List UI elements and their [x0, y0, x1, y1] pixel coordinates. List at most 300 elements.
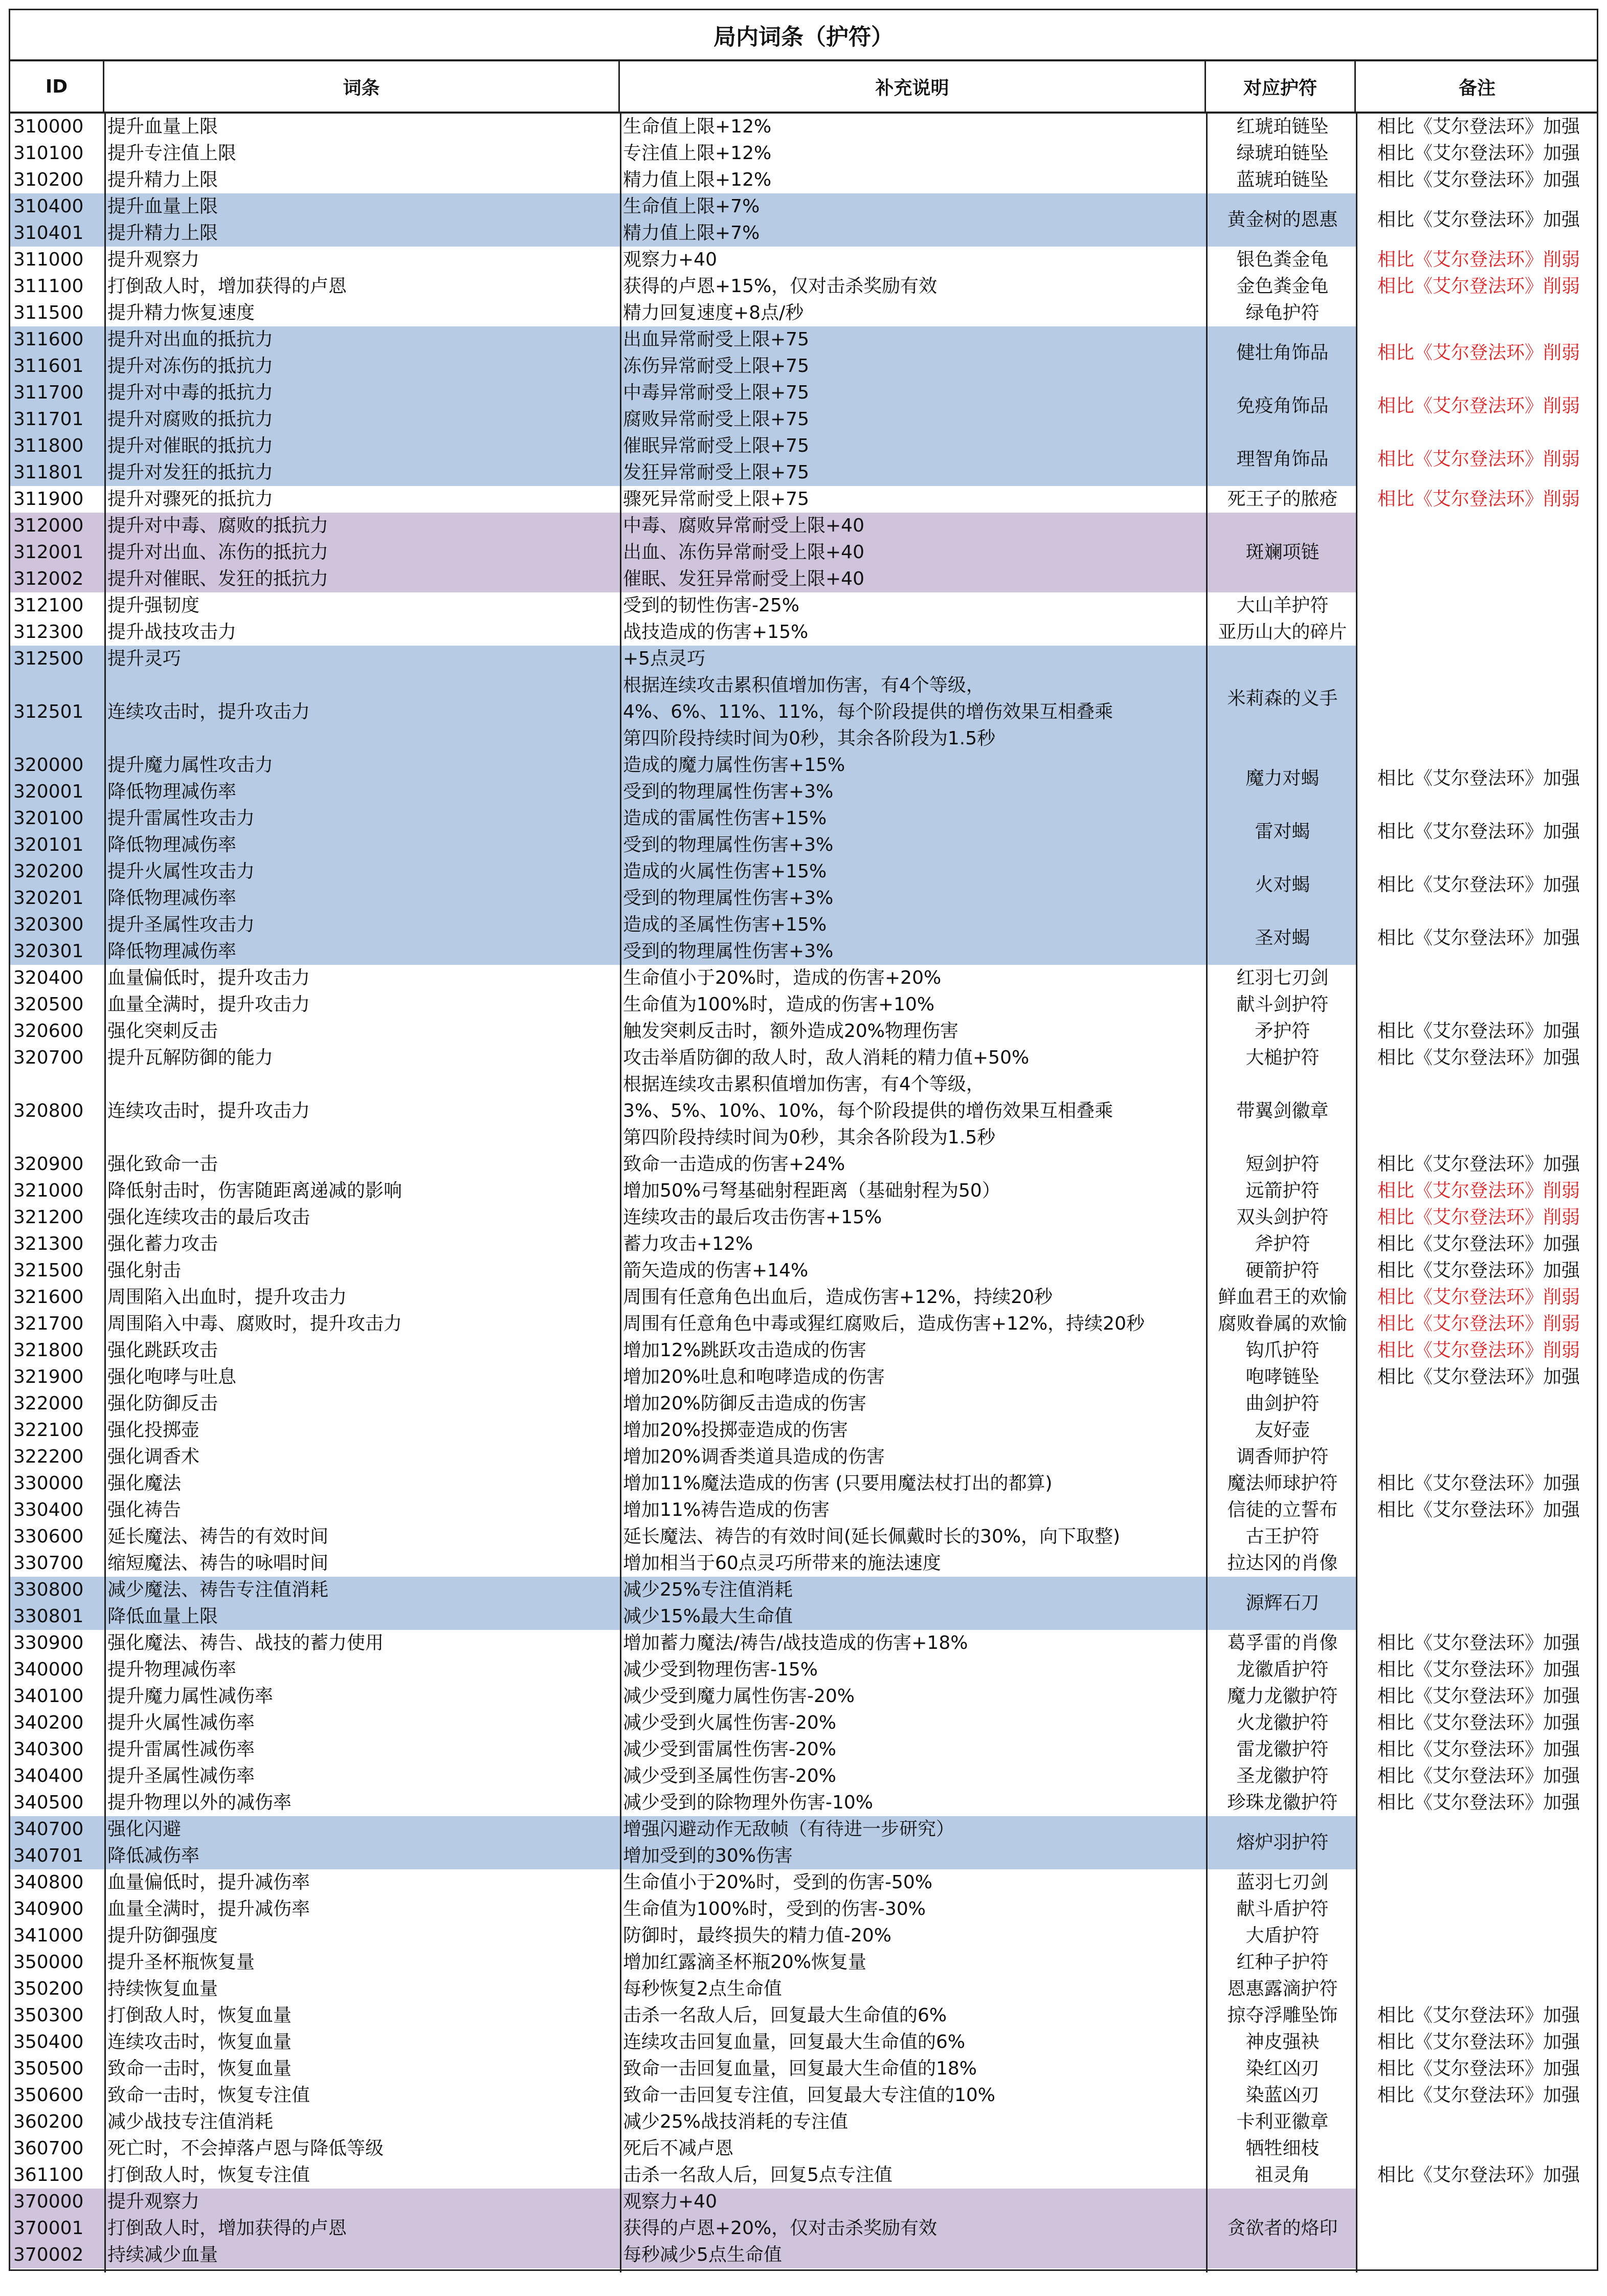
spreadsheet: [9, 9, 1598, 2271]
row-id: 311600: [13, 329, 84, 350]
row-id: 321000: [13, 1180, 84, 1201]
row-term: 提升对出血、冻伤的抵抗力: [107, 542, 329, 563]
amulet-remark: [1357, 592, 1600, 619]
row-term: 提升魔力属性攻击力: [107, 755, 274, 776]
row-term: 血量全满时，提升减伤率: [107, 1898, 310, 1919]
row-term: 降低减伤率: [107, 1845, 200, 1866]
row-id: 320301: [13, 941, 84, 962]
row-id: 321200: [13, 1207, 84, 1228]
row-id: 310100: [13, 143, 84, 164]
row-note: 减少受到圣属性伤害-20%: [623, 1765, 837, 1786]
amulet-remark: [1357, 1577, 1600, 1630]
row-id: 311601: [13, 356, 84, 377]
row-note: 中毒、腐败异常耐受上限+40: [623, 515, 864, 536]
row-id: 312000: [13, 515, 84, 536]
row-term: 提升魔力属性减伤率: [107, 1686, 274, 1707]
amulet-remark: 相比《艾尔登法环》加强: [1377, 1233, 1580, 1254]
row-note: 获得的卢恩+15%，仅对击杀奖励有效: [623, 276, 938, 297]
amulet-remark: 相比《艾尔登法环》加强: [1377, 143, 1580, 164]
amulet-name: 染蓝凶刃: [1245, 2085, 1320, 2106]
row-term: 强化调香术: [107, 1446, 200, 1467]
row-id: 340800: [13, 1872, 84, 1893]
row-term: 强化魔法: [107, 1473, 182, 1494]
amulet-name: 咆哮链坠: [1245, 1366, 1320, 1387]
row-term: 提升火属性减伤率: [107, 1712, 255, 1733]
amulet-remark: [1357, 1417, 1600, 1444]
row-id: 311701: [13, 409, 84, 430]
amulet-name: 雷对蝎: [1255, 821, 1310, 842]
row-note: 观察力+40: [623, 2191, 717, 2212]
amulet-remark: 相比《艾尔登法环》削弱: [1377, 1313, 1580, 1334]
row-id: 350200: [13, 1978, 84, 1999]
amulet-remark: [1357, 300, 1600, 326]
row-term: 提升瓦解防御的能力: [107, 1047, 274, 1068]
amulet-name: 牺牲细枝: [1245, 2138, 1320, 2159]
row-note: 生命值为100%时，受到的伤害-30%: [623, 1898, 926, 1919]
amulet-name: 源辉石刀: [1245, 1593, 1320, 1614]
row-id: 340500: [13, 1792, 84, 1813]
amulet-name: 健壮角饰品: [1236, 342, 1329, 363]
amulet-remark: 相比《艾尔登法环》削弱: [1377, 489, 1580, 510]
row-id: 320000: [13, 755, 84, 776]
row-note: 周围有任意角色出血后，造成伤害+12%，持续20秒: [623, 1287, 1053, 1308]
amulet-name: 绿琥珀链坠: [1236, 143, 1329, 164]
row-note: 4%、6%、11%、11%，每个阶段提供的增伤效果互相叠乘: [623, 701, 1113, 722]
row-note: 受到的物理属性伤害+3%: [623, 888, 834, 909]
row-id: 322100: [13, 1420, 84, 1441]
row-id: [13, 672, 105, 699]
row-note: 发狂异常耐受上限+75: [623, 462, 809, 483]
row-note: 精力回复速度+8点/秒: [623, 302, 804, 323]
amulet-remark: 相比《艾尔登法环》削弱: [1377, 1340, 1580, 1361]
row-note: 减少受到魔力属性伤害-20%: [623, 1686, 855, 1707]
row-id: 361100: [13, 2165, 84, 2185]
amulet-name: 献斗盾护符: [1236, 1898, 1329, 1919]
amulet-name: 献斗剑护符: [1236, 994, 1329, 1015]
row-id: 311000: [13, 249, 84, 270]
row-id: 370000: [13, 2191, 84, 2212]
row-id: 330000: [13, 1473, 84, 1494]
row-term: 致命一击时，恢复血量: [107, 2058, 292, 2079]
amulet-name: 拉达冈的肖像: [1227, 1553, 1338, 1574]
amulet-name: 短剑护符: [1245, 1154, 1320, 1175]
row-note: 获得的卢恩+20%，仅对击杀奖励有效: [623, 2218, 938, 2239]
amulet-remark: 相比《艾尔登法环》削弱: [1377, 449, 1580, 470]
row-term: 提升圣属性减伤率: [107, 1765, 255, 1786]
row-term: 强化突刺反击: [107, 1021, 218, 1042]
row-id: 321700: [13, 1313, 84, 1334]
amulet-remark: 相比《艾尔登法环》加强: [1377, 821, 1580, 842]
amulet-name: 远箭护符: [1245, 1180, 1320, 1201]
amulet-name: 贪欲者的烙印: [1227, 2218, 1338, 2239]
amulet-remark: 相比《艾尔登法环》削弱: [1377, 342, 1580, 363]
amulet-name: 矛护符: [1255, 1021, 1310, 1042]
row-note: 减少25%专注值消耗: [623, 1579, 793, 1600]
amulet-name: 斑斓项链: [1245, 542, 1320, 563]
amulet-remark: 相比《艾尔登法环》削弱: [1377, 276, 1580, 297]
amulet-name: 友好壶: [1255, 1420, 1310, 1441]
row-id: 340000: [13, 1659, 84, 1680]
row-id: [13, 725, 105, 752]
row-term: 连续攻击时，提升攻击力: [107, 1100, 310, 1121]
row-note: 造成的魔力属性伤害+15%: [623, 755, 845, 776]
row-term: 提升物理以外的减伤率: [107, 1792, 292, 1813]
row-note: 生命值上限+12%: [623, 116, 772, 137]
amulet-remark: 相比《艾尔登法环》削弱: [1377, 1287, 1580, 1308]
row-term: 提升防御强度: [107, 1925, 218, 1946]
row-id: 370002: [13, 2244, 84, 2265]
row-note: 第四阶段持续时间为0秒，其余各阶段为1.5秒: [623, 728, 996, 749]
amulet-name: 蓝琥珀链坠: [1236, 169, 1329, 190]
row-term: 减少魔法、祷告专注值消耗: [107, 1579, 329, 1600]
amulet-name: 珍珠龙徽护符: [1227, 1792, 1338, 1813]
amulet-name: 死王子的脓疮: [1227, 489, 1338, 510]
amulet-name: 调香师护符: [1236, 1446, 1329, 1467]
row-id: 320500: [13, 994, 84, 1015]
row-id: 350400: [13, 2032, 84, 2052]
row-note: 减少受到雷属性伤害-20%: [623, 1739, 837, 1760]
row-id: 340701: [13, 1845, 84, 1866]
amulet-name: 硬箭护符: [1245, 1260, 1320, 1281]
row-note: 造成的圣属性伤害+15%: [623, 914, 827, 935]
row-id: 330600: [13, 1526, 84, 1547]
row-term: [107, 1124, 614, 1151]
row-note: 延长魔法、祷告的有效时间(延长佩戴时长的30%，向下取整): [623, 1526, 1121, 1547]
row-term: 提升观察力: [107, 249, 200, 270]
row-note: 受到的物理属性伤害+3%: [623, 781, 834, 802]
row-note: 专注值上限+12%: [623, 143, 772, 164]
row-id: 320600: [13, 1021, 84, 1042]
row-id: 312501: [13, 701, 84, 722]
row-id: 321800: [13, 1340, 84, 1361]
row-id: 320201: [13, 888, 84, 909]
row-id: 311700: [13, 382, 84, 403]
row-id: 311801: [13, 462, 84, 483]
row-note: 骤死异常耐受上限+75: [623, 489, 809, 510]
row-id: 311900: [13, 489, 84, 510]
row-term: 提升血量上限: [107, 196, 218, 217]
amulet-name: 熔炉羽护符: [1236, 1832, 1329, 1853]
row-id: 320700: [13, 1047, 84, 1068]
row-note: 观察力+40: [623, 249, 717, 270]
row-term: 提升对出血的抵抗力: [107, 329, 274, 350]
amulet-name: 掠夺浮雕坠饰: [1227, 2005, 1338, 2026]
row-note: 连续攻击回复血量，回复最大生命值的6%: [623, 2032, 966, 2052]
row-term: 提升对发狂的抵抗力: [107, 462, 274, 483]
row-id: 340400: [13, 1765, 84, 1786]
row-term: 减少战技专注值消耗: [107, 2111, 274, 2132]
row-term: 延长魔法、祷告的有效时间: [107, 1526, 329, 1547]
row-term: 提升圣属性攻击力: [107, 914, 255, 935]
row-term: 强化致命一击: [107, 1154, 218, 1175]
row-id: 320100: [13, 808, 84, 829]
column-divider: [1206, 114, 1208, 2272]
row-term: 降低物理减伤率: [107, 888, 237, 909]
row-id: 310000: [13, 116, 84, 137]
row-id: [13, 1071, 105, 1098]
row-term: 提升对冻伤的抵抗力: [107, 356, 274, 377]
row-id: 321300: [13, 1233, 84, 1254]
row-term: 强化闪避: [107, 1819, 182, 1840]
amulet-name: 鲜血君王的欢愉: [1218, 1287, 1347, 1308]
row-term: 打倒敌人时，恢复血量: [107, 2005, 292, 2026]
amulet-remark: 相比《艾尔登法环》加强: [1377, 1686, 1580, 1707]
amulet-remark: [1357, 1550, 1600, 1577]
row-note: 连续攻击的最后攻击伤害+15%: [623, 1207, 882, 1228]
row-term: 强化咆哮与吐息: [107, 1366, 237, 1387]
row-note: 出血异常耐受上限+75: [623, 329, 809, 350]
amulet-name: 金色粪金龟: [1236, 276, 1329, 297]
row-id: 320200: [13, 861, 84, 882]
amulet-name: 祖灵角: [1255, 2165, 1310, 2185]
amulet-name: 大山羊护符: [1236, 595, 1329, 616]
row-note: 击杀一名敌人后，回复最大生命值的6%: [623, 2005, 947, 2026]
amulet-remark: 相比《艾尔登法环》加强: [1377, 2058, 1580, 2079]
row-note: 增加50%弓弩基础射程距离（基础射程为50）: [623, 1180, 1000, 1201]
row-id: 340100: [13, 1686, 84, 1707]
row-term: 提升精力恢复速度: [107, 302, 255, 323]
row-term: 提升雷属性攻击力: [107, 808, 255, 829]
row-note: 蓄力攻击+12%: [623, 1233, 753, 1254]
row-term: 持续减少血量: [107, 2244, 218, 2265]
row-id: 321900: [13, 1366, 84, 1387]
row-id: 330801: [13, 1606, 84, 1627]
row-term: 提升对腐败的抵抗力: [107, 409, 274, 430]
row-id: 350500: [13, 2058, 84, 2079]
row-id: 340300: [13, 1739, 84, 1760]
amulet-remark: [1357, 1896, 1600, 1923]
row-id: 320800: [13, 1100, 84, 1121]
row-note: 致命一击回复专注值，回复最大专注值的10%: [623, 2085, 996, 2106]
header-note: 补充说明: [620, 61, 1206, 112]
amulet-remark: [1357, 619, 1600, 646]
row-note: 增加20%防御反击造成的伤害: [623, 1393, 867, 1414]
amulet-remark: 相比《艾尔登法环》加强: [1377, 209, 1580, 230]
amulet-name: 恩惠露滴护符: [1227, 1978, 1338, 1999]
amulet-remark: [1357, 1444, 1600, 1470]
amulet-remark: 相比《艾尔登法环》削弱: [1377, 249, 1580, 270]
row-term: 提升圣杯瓶恢复量: [107, 1952, 255, 1973]
amulet-name: 卡利亚徽章: [1236, 2111, 1329, 2132]
amulet-name: 古王护符: [1245, 1526, 1320, 1547]
row-note: 根据连续攻击累积值增加伤害，有4个等级，: [623, 675, 985, 696]
amulet-remark: [1357, 2109, 1600, 2135]
row-id: 310401: [13, 223, 84, 244]
row-id: 330800: [13, 1579, 84, 1600]
amulet-name: 魔力龙徽护符: [1227, 1686, 1338, 1707]
row-term: 提升物理减伤率: [107, 1659, 237, 1680]
row-term: [107, 725, 614, 752]
row-id: 330400: [13, 1499, 84, 1520]
row-note: 防御时，最终损失的精力值-20%: [623, 1925, 892, 1946]
amulet-name: 大盾护符: [1245, 1925, 1320, 1946]
row-note: 3%、5%、10%、10%，每个阶段提供的增伤效果互相叠乘: [623, 1100, 1113, 1121]
row-term: 血量全满时，提升攻击力: [107, 994, 310, 1015]
amulet-remark: [1357, 1816, 1600, 1869]
amulet-remark: [1357, 1869, 1600, 1896]
row-note: 根据连续攻击累积值增加伤害，有4个等级，: [623, 1074, 985, 1095]
amulet-remark: 相比《艾尔登法环》加强: [1377, 116, 1580, 137]
row-id: 350300: [13, 2005, 84, 2026]
row-note: 死后不减卢恩: [623, 2138, 734, 2159]
row-note: 生命值小于20%时，造成的伤害+20%: [623, 967, 942, 988]
row-note: 箭矢造成的伤害+14%: [623, 1260, 809, 1281]
row-id: 320900: [13, 1154, 84, 1175]
row-term: 死亡时，不会掉落卢恩与降低等级: [107, 2138, 384, 2159]
row-term: 提升对中毒、腐败的抵抗力: [107, 515, 329, 536]
amulet-name: 雷龙徽护符: [1236, 1739, 1329, 1760]
row-term: 周围陷入出血时，提升攻击力: [107, 1287, 347, 1308]
row-id: 360700: [13, 2138, 84, 2159]
row-id: 310400: [13, 196, 84, 217]
row-term: 强化祷告: [107, 1499, 182, 1520]
row-note: 催眠、发狂异常耐受上限+40: [623, 568, 864, 589]
amulet-remark: [1357, 513, 1600, 592]
row-term: 提升专注值上限: [107, 143, 237, 164]
row-id: 311500: [13, 302, 84, 323]
row-term: 降低血量上限: [107, 1606, 218, 1627]
row-term: 连续攻击时，提升攻击力: [107, 701, 310, 722]
row-term: 打倒敌人时，恢复专注值: [107, 2165, 310, 2185]
amulet-name: 红羽七刃剑: [1236, 967, 1329, 988]
row-id: 340900: [13, 1898, 84, 1919]
row-term: 持续恢复血量: [107, 1978, 218, 1999]
row-id: 312300: [13, 622, 84, 643]
amulet-name: 龙徽盾护符: [1236, 1659, 1329, 1680]
amulet-name: 理智角饰品: [1236, 449, 1329, 470]
header-term: 词条: [104, 61, 620, 112]
row-note: 致命一击回复血量，回复最大生命值的18%: [623, 2058, 977, 2079]
row-term: [107, 672, 614, 699]
row-term: 提升对中毒的抵抗力: [107, 382, 274, 403]
amulet-name: 红琥珀链坠: [1236, 116, 1329, 137]
amulet-remark: 相比《艾尔登法环》加强: [1377, 1154, 1580, 1175]
amulet-remark: 相比《艾尔登法环》加强: [1377, 1632, 1580, 1653]
row-term: 提升精力上限: [107, 169, 218, 190]
row-note: 攻击举盾防御的敌人时，敌人消耗的精力值+50%: [623, 1047, 1030, 1068]
amulet-remark: [1357, 965, 1600, 991]
amulet-remark: 相比《艾尔登法环》加强: [1377, 169, 1580, 190]
row-term: 血量偏低时，提升攻击力: [107, 967, 310, 988]
amulet-remark: [1357, 1071, 1600, 1151]
amulet-name: 曲剑护符: [1245, 1393, 1320, 1414]
amulet-remark: 相比《艾尔登法环》加强: [1377, 1499, 1580, 1520]
amulet-name: 斧护符: [1255, 1233, 1310, 1254]
row-note: 增加受到的30%伤害: [623, 1845, 793, 1866]
row-note: 受到的物理属性伤害+3%: [623, 834, 834, 855]
amulet-remark: 相比《艾尔登法环》削弱: [1377, 1207, 1580, 1228]
row-note: 受到的物理属性伤害+3%: [623, 941, 834, 962]
row-id: 312100: [13, 595, 84, 616]
row-term: 提升灵巧: [107, 648, 182, 669]
table-body: [10, 114, 1597, 2272]
row-note: 减少15%最大生命值: [623, 1606, 793, 1627]
sheet-title: 局内词条（护符）: [10, 10, 1597, 61]
amulet-remark: 相比《艾尔登法环》加强: [1377, 1047, 1580, 1068]
row-term: 致命一击时，恢复专注值: [107, 2085, 310, 2106]
row-term: 降低物理减伤率: [107, 834, 237, 855]
amulet-remark: 相比《艾尔登法环》加强: [1377, 2005, 1580, 2026]
row-note: 生命值为100%时，造成的伤害+10%: [623, 994, 935, 1015]
amulet-remark: 相比《艾尔登法环》加强: [1377, 928, 1580, 948]
row-term: 打倒敌人时，增加获得的卢恩: [107, 2218, 347, 2239]
row-note: 减少受到火属性伤害-20%: [623, 1712, 837, 1733]
row-note: 受到的韧性伤害-25%: [623, 595, 800, 616]
amulet-name: 黄金树的恩惠: [1227, 209, 1338, 230]
row-note: 精力值上限+7%: [623, 223, 760, 244]
amulet-name: 大槌护符: [1245, 1047, 1320, 1068]
row-term: 提升战技攻击力: [107, 622, 237, 643]
row-term: 降低物理减伤率: [107, 941, 237, 962]
amulet-name: 魔力对蝎: [1245, 768, 1320, 789]
row-note: 增加20%吐息和咆哮造成的伤害: [623, 1366, 885, 1387]
row-note: 造成的火属性伤害+15%: [623, 861, 827, 882]
row-id: 340200: [13, 1712, 84, 1733]
amulet-name: 圣对蝎: [1255, 928, 1310, 948]
amulet-remark: 相比《艾尔登法环》加强: [1377, 2165, 1580, 2185]
row-note: 战技造成的伤害+15%: [623, 622, 809, 643]
amulet-name: 亚历山大的碎片: [1218, 622, 1347, 643]
column-divider: [620, 114, 621, 2272]
row-term: 强化投掷壶: [107, 1420, 200, 1441]
row-note: 增加11%祷告造成的伤害: [623, 1499, 830, 1520]
row-id: 312002: [13, 568, 84, 589]
row-term: 降低物理减伤率: [107, 781, 237, 802]
amulet-name: 火对蝎: [1255, 874, 1310, 895]
row-term: 连续攻击时，恢复血量: [107, 2032, 292, 2052]
row-note: 击杀一名敌人后，回复5点专注值: [623, 2165, 892, 2185]
row-id: 341000: [13, 1925, 84, 1946]
amulet-remark: 相比《艾尔登法环》加强: [1377, 1366, 1580, 1387]
row-id: 321600: [13, 1287, 84, 1308]
row-id: 350000: [13, 1952, 84, 1973]
row-id: 310200: [13, 169, 84, 190]
row-term: 打倒敌人时，增加获得的卢恩: [107, 276, 347, 297]
row-term: 提升对催眠的抵抗力: [107, 435, 274, 456]
row-id: 350600: [13, 2085, 84, 2106]
row-note: 增强闪避动作无敌帧（有待进一步研究）: [623, 1819, 955, 1840]
row-id: 311800: [13, 435, 84, 456]
row-term: [107, 1071, 614, 1098]
row-note: +5点灵巧: [623, 648, 706, 669]
row-note: 精力值上限+12%: [623, 169, 772, 190]
amulet-name: 葛孚雷的肖像: [1227, 1632, 1338, 1653]
amulet-name: 腐败眷属的欢愉: [1218, 1313, 1347, 1334]
amulet-remark: 相比《艾尔登法环》加强: [1377, 768, 1580, 789]
row-id: 312500: [13, 648, 84, 669]
row-note: 第四阶段持续时间为0秒，其余各阶段为1.5秒: [623, 1127, 996, 1148]
amulet-name: 红种子护符: [1236, 1952, 1329, 1973]
row-note: 出血、冻伤异常耐受上限+40: [623, 542, 864, 563]
amulet-remark: 相比《艾尔登法环》削弱: [1377, 1180, 1580, 1201]
amulet-name: 蓝羽七刃剑: [1236, 1872, 1329, 1893]
amulet-remark: 相比《艾尔登法环》加强: [1377, 874, 1580, 895]
amulet-name: 米莉森的义手: [1227, 688, 1338, 709]
row-id: 320300: [13, 914, 84, 935]
amulet-remark: [1357, 1949, 1600, 1976]
row-note: 造成的雷属性伤害+15%: [623, 808, 827, 829]
row-note: 增加11%魔法造成的伤害 (只要用魔法杖打出的都算): [623, 1473, 1053, 1494]
amulet-remark: [1357, 1923, 1600, 1949]
amulet-name: 信徒的立誓布: [1227, 1499, 1338, 1520]
row-id: 320101: [13, 834, 84, 855]
amulet-remark: 相比《艾尔登法环》加强: [1377, 1260, 1580, 1281]
row-note: 减少受到物理伤害-15%: [623, 1659, 818, 1680]
row-id: 312001: [13, 542, 84, 563]
amulet-name: 染红凶刃: [1245, 2058, 1320, 2079]
amulet-name: 带翼剑徽章: [1236, 1100, 1329, 1121]
row-term: 强化蓄力攻击: [107, 1233, 218, 1254]
